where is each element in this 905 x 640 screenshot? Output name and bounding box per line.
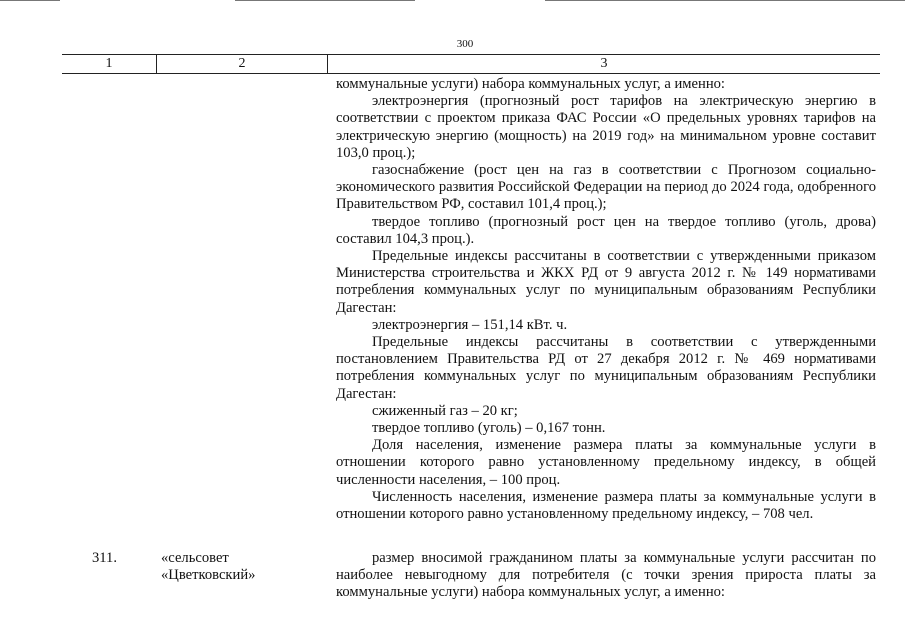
table-header-col-3: 3 bbox=[600, 56, 608, 71]
row-310-description bbox=[336, 76, 876, 523]
paragraph: Предельные индексы рассчитаны в соответствии с утвержденными приказом Министерства строительства и ЖКХ РД от 9 августа 2012 г. № 149 нормативами потребления коммунальных услуг по муниципальным образованиям Республики Дагестан: bbox=[336, 248, 876, 316]
paragraph: Численность населения, изменение размера платы за коммунальные услуги в отношении которого равно установленному предельному индексу, – 708 чел. bbox=[336, 488, 876, 523]
municipality-name bbox=[161, 550, 255, 584]
paragraph: Доля населения, изменение размера платы за коммунальные услуги в отношении которого равно установленному предельному индексу, в общей численности населения, – 100 проц. bbox=[336, 437, 876, 488]
paragraph: твердое топливо (уголь) – 0,167 тонн. bbox=[372, 420, 606, 437]
paragraph: твердое топливо (прогнозный рост цен на твердое топливо (уголь, дрова) составил 104,3 проц.). bbox=[336, 213, 876, 247]
scan-top-edge bbox=[0, 0, 905, 3]
paragraph: электроэнергия – 151,14 кВт. ч. bbox=[372, 316, 568, 333]
paragraph: сжиженный газ – 20 кг; bbox=[372, 402, 518, 419]
row-311-description bbox=[336, 550, 876, 602]
paragraph: размер вносимой гражданином платы за коммунальные услуги рассчитан по наиболее невыгодному для потребителя (с точки зрения прироста платы за коммунальные услуги) набора коммунальных услуг, а именно: bbox=[336, 550, 876, 601]
paragraph: газоснабжение (рост цен на газ в соответствии с Прогнозом социально-экономического развития Российской Федерации на период до 2024 года, одобренного Правительством РФ, составил 101,4 проц.); bbox=[336, 162, 876, 213]
table-header-col-2: 2 bbox=[238, 56, 246, 71]
municipality-name-line-2: «Цветковский» bbox=[161, 567, 256, 584]
municipality-name-line-1: «сельсовет bbox=[161, 550, 229, 566]
paragraph: электроэнергия (прогнозный рост тарифов на электрическую энергию в соответствии с проектом приказа ФАС России «О предельных уровнях тарифов на электрическую энергию (мощность) на 2019 год» на минимальном уровне составит 103,0 проц.); bbox=[336, 93, 876, 161]
paragraph: коммунальные услуги) набора коммунальных услуг, а именно: bbox=[336, 76, 725, 92]
table-header-col-1: 1 bbox=[105, 56, 113, 71]
row-number: 311. bbox=[92, 550, 117, 566]
table-header-bottom-border bbox=[62, 73, 880, 74]
page-number: 300 bbox=[456, 38, 474, 50]
paragraph: Предельные индексы рассчитаны в соответствии с утвержденными постановлением Правительства РД от 27 декабря 2012 г. № 469 нормативами потребления коммунальных услуг по муниципальным образованиям Республики Дагестан: bbox=[336, 334, 876, 402]
